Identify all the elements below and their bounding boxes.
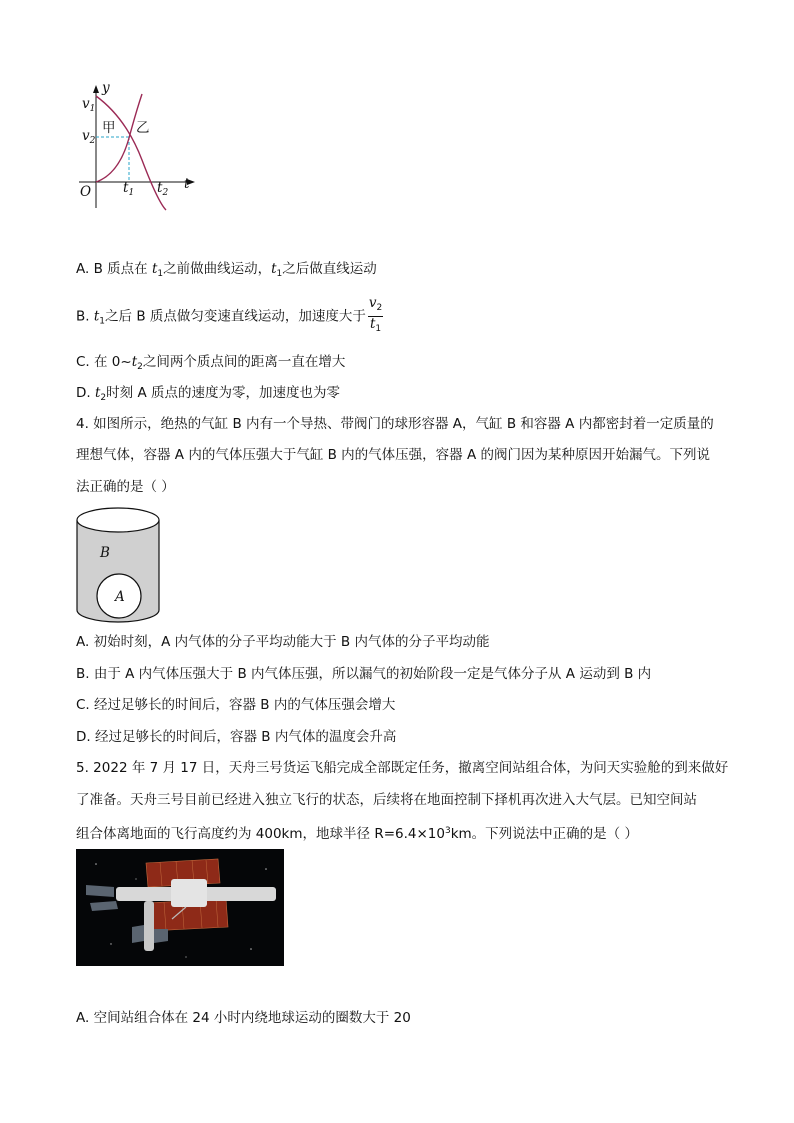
q5-stem-line3: 组合体离地面的飞行高度约为 400km，地球半径 $R=6.4\times 10^3km$。下列说法中正确的是（ ） [76,826,638,842]
v1-label: $v_1$ [82,96,96,114]
q3-option-b: B. $t_1$之后 B 质点做匀变速直线运动，加速度大于 $\frac{v_2}{t_1}$ [76,296,383,339]
cylinder-diagram [74,506,162,626]
station-vertical-module [144,901,154,951]
q4-stem-line2: 理想气体，容器 A 内的气体压强大于气缸 B 内的气体压强，容器 A 的阀门因为某种原因开始漏气。下列说 [76,447,710,463]
space-station-photo [76,849,284,966]
q3-option-a: A. B 质点在 $t_1$之前做曲线运动，$t_1$之后做直线运动 [76,261,377,279]
q3-option-d: D. $t_2$时刻 A 质点的速度为零，加速度也为零 [76,385,340,403]
cylinder-top [77,508,159,532]
t2-label: $t_2$ [157,180,169,198]
t-axis-label: t [184,176,190,192]
label-a: A [115,589,125,605]
y-axis-label: y [102,80,110,96]
origin-label: O [80,184,92,200]
q4-option-b: B. 由于 A 内气体压强大于 B 内气体压强，所以漏气的初始阶段一定是气体分子从 A 运动到 B 内 [76,666,652,682]
curve-yi [96,94,142,182]
t1-label: $t_1$ [123,180,135,198]
fraction-v2-over-t1: $\frac{v_2}{t_1}$ [368,295,383,334]
q5-stem-line2: 了准备。天舟三号目前已经进入独立飞行的状态，后续将在地面控制下择机再次进入大气层。已知空间站 [76,792,697,808]
q3-option-c: C. 在 $0\sim t_2$之间两个质点间的距离一直在增大 [76,354,346,372]
q5-stem-line1: 5. 2022 年 7 月 17 日，天舟三号货运飞船完成全部既定任务，撤离空间站组合体，为问天实验舱的到来做好 [76,760,729,776]
station-core-cabin [171,879,207,907]
q5-option-a: A. 空间站组合体在 24 小时内绕地球运动的圈数大于 20 [76,1010,411,1026]
yi-label: 乙 [136,120,150,136]
label-b: B [100,545,110,561]
y-axis-arrow [93,85,99,93]
q4-stem-line1: 4. 如图所示，绝热的气缸 B 内有一个导热、带阀门的球形容器 A，气缸 B 和容器 A 内都密封着一定质量的 [76,416,714,432]
q4-stem-line3: 法正确的是（ ） [76,479,175,495]
v2-label: $v_2$ [82,128,96,146]
q4-option-d: D. 经过足够长的时间后，容器 B 内气体的温度会升高 [76,729,397,745]
q4-option-a: A. 初始时刻，A 内气体的分子平均动能大于 B 内气体的分子平均动能 [76,634,490,650]
q4-option-c: C. 经过足够长的时间后，容器 B 内的气体压强会增大 [76,697,396,713]
jia-label: 甲 [102,120,116,136]
